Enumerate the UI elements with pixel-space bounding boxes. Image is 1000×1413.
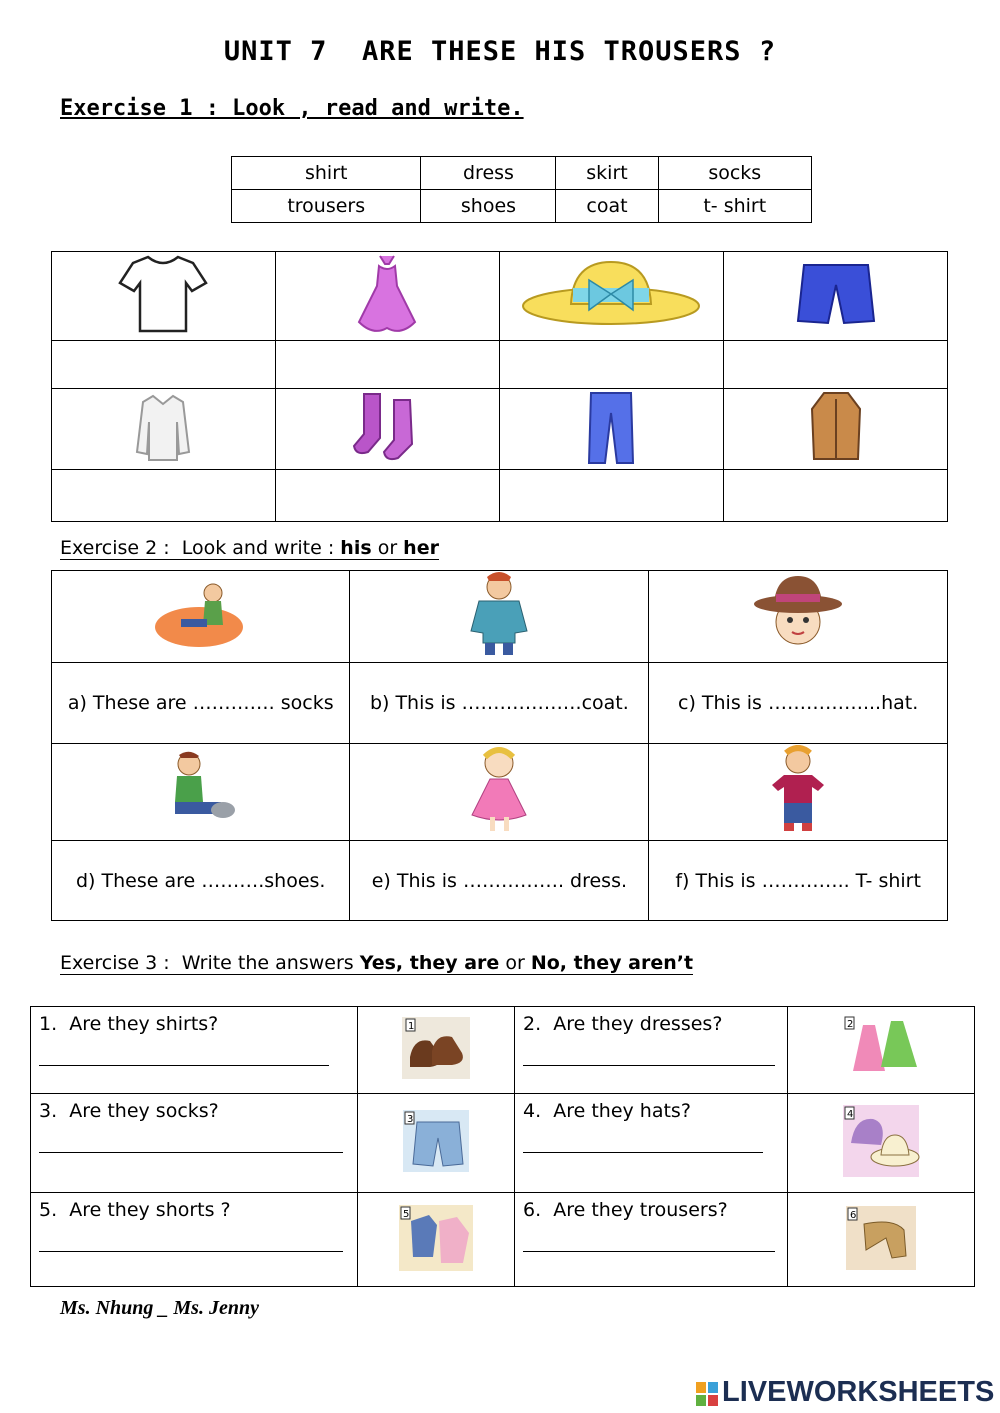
picture-number: 2 — [847, 1019, 854, 1030]
sentence-c[interactable]: c) This is ……………...hat. — [649, 663, 948, 744]
exercise2-heading — [60, 537, 439, 560]
picture-number: 5 — [403, 1208, 410, 1220]
question-3: 3. Are they socks? — [39, 1100, 219, 1122]
girl-hat-picture — [649, 571, 948, 663]
answer-blank[interactable] — [52, 470, 276, 522]
question-6: 6. Are they trousers? — [523, 1199, 728, 1221]
question-4: 4. Are they hats? — [523, 1100, 691, 1122]
exercise3-heading-yes: Yes, they are — [359, 952, 500, 974]
word-bank-cell: shoes — [421, 190, 556, 223]
coat-icon — [808, 389, 864, 465]
exercise2-heading-his: his — [340, 537, 372, 559]
shorts-picture — [724, 252, 948, 341]
hat-picture — [499, 252, 724, 341]
answer-line[interactable] — [39, 1251, 343, 1252]
question-5: 5. Are they shorts ? — [39, 1199, 231, 1221]
answer-line[interactable] — [39, 1065, 329, 1066]
question-cell — [515, 1094, 788, 1193]
question-cell — [31, 1007, 358, 1094]
question-cell — [31, 1193, 358, 1287]
answer-line[interactable] — [39, 1152, 343, 1153]
page-title: UNIT 7 ARE THESE HIS TROUSERS ? — [223, 36, 777, 67]
question-cell — [31, 1094, 358, 1193]
word-bank-cell: coat — [556, 190, 658, 223]
word-bank-cell: socks — [658, 157, 811, 190]
tshirts-icon — [397, 1203, 475, 1273]
dresses-icon — [841, 1015, 921, 1081]
word-bank-cell: skirt — [556, 157, 658, 190]
answer-blank[interactable] — [275, 341, 499, 389]
exercise3-heading-no: No, they aren’t — [530, 952, 694, 974]
sentence-b[interactable]: b) This is ……………….coat. — [350, 663, 649, 744]
boy-with-coat-icon — [463, 571, 535, 657]
answer-blank[interactable] — [52, 341, 276, 389]
exercise2-heading-her: her — [403, 537, 439, 559]
sentence-f[interactable]: f) This is ………….. T- shirt — [649, 841, 948, 921]
word-bank-cell: trousers — [232, 190, 421, 223]
boy-coat-picture — [350, 571, 649, 663]
trousers-icon — [585, 389, 637, 465]
shorts-icon — [401, 1108, 471, 1174]
trousers-icon — [844, 1204, 918, 1272]
sentence-a[interactable]: a) These are …………. socks — [52, 663, 350, 744]
shirt-picture — [52, 389, 276, 470]
dress-icon — [345, 252, 429, 336]
exercise2-heading-prefix: Exercise 2 : Look and write : — [60, 537, 341, 559]
boy-with-shoes-icon — [163, 750, 239, 830]
sentence-e[interactable]: e) This is ……………. dress. — [350, 841, 649, 921]
socks-picture — [275, 389, 499, 470]
tshirt-icon — [118, 253, 208, 335]
picture-cell — [788, 1193, 975, 1287]
exercise3-heading — [60, 952, 693, 975]
tshirt-picture — [52, 252, 276, 341]
word-bank-cell: t- shirt — [658, 190, 811, 223]
boy-socks-picture — [52, 571, 350, 663]
word-bank-cell: dress — [421, 157, 556, 190]
answer-blank[interactable] — [499, 341, 724, 389]
girl-dress-picture — [350, 744, 649, 841]
picture-cell — [358, 1193, 515, 1287]
question-cell — [515, 1007, 788, 1094]
answer-blank[interactable] — [724, 341, 948, 389]
exercise1-heading: Exercise 1 : Look , read and write. — [60, 96, 524, 121]
answer-blank[interactable] — [275, 470, 499, 522]
question-1: 1. Are they shirts? — [39, 1013, 219, 1035]
socks-icon — [350, 390, 424, 464]
picture-cell — [358, 1094, 515, 1193]
brand-name: LIVEWORKSHEETS — [722, 1376, 995, 1408]
author-footer: Ms. Nhung _ Ms. Jenny — [60, 1297, 259, 1319]
word-bank — [231, 156, 812, 223]
liveworksheets-logo — [696, 1382, 718, 1406]
coat-picture — [724, 389, 948, 470]
girl-with-dress-icon — [464, 745, 534, 835]
shirt-icon — [133, 392, 193, 462]
answer-blank[interactable] — [724, 470, 948, 522]
question-cell — [515, 1193, 788, 1287]
dress-picture — [275, 252, 499, 341]
exercise3-heading-prefix: Exercise 3 : Write the answers — [60, 952, 360, 974]
picture-cell — [358, 1007, 515, 1094]
picture-cell — [788, 1007, 975, 1094]
exercise3-grid — [30, 1006, 975, 1287]
exercise1-grid — [51, 251, 948, 522]
picture-number: 3 — [407, 1114, 414, 1125]
shoes-icon — [400, 1015, 472, 1081]
word-bank-cell: shirt — [232, 157, 421, 190]
boy-shoes-picture — [52, 744, 350, 841]
picture-number: 6 — [850, 1209, 857, 1221]
shorts-icon — [796, 261, 876, 327]
trousers-picture — [499, 389, 724, 470]
picture-cell — [788, 1094, 975, 1193]
answer-line[interactable] — [523, 1251, 775, 1252]
logo-icon — [696, 1382, 718, 1406]
boy-tshirt-picture — [649, 744, 948, 841]
boy-with-socks-icon — [153, 579, 249, 649]
hats-icon — [841, 1103, 921, 1179]
hat-icon — [521, 258, 701, 330]
picture-number: 4 — [847, 1109, 854, 1120]
exercise2-grid — [51, 570, 948, 921]
girl-with-hat-icon — [752, 572, 844, 656]
sentence-d[interactable]: d) These are ……….shoes. — [52, 841, 350, 921]
answer-blank[interactable] — [499, 470, 724, 522]
exercise2-heading-or: or — [371, 537, 404, 559]
answer-line[interactable] — [523, 1065, 775, 1066]
boy-with-tshirt-icon — [768, 745, 828, 835]
picture-number: 1 — [408, 1021, 415, 1032]
question-2: 2. Are they dresses? — [523, 1013, 723, 1035]
exercise3-heading-or: or — [499, 952, 531, 974]
answer-line[interactable] — [523, 1152, 763, 1153]
